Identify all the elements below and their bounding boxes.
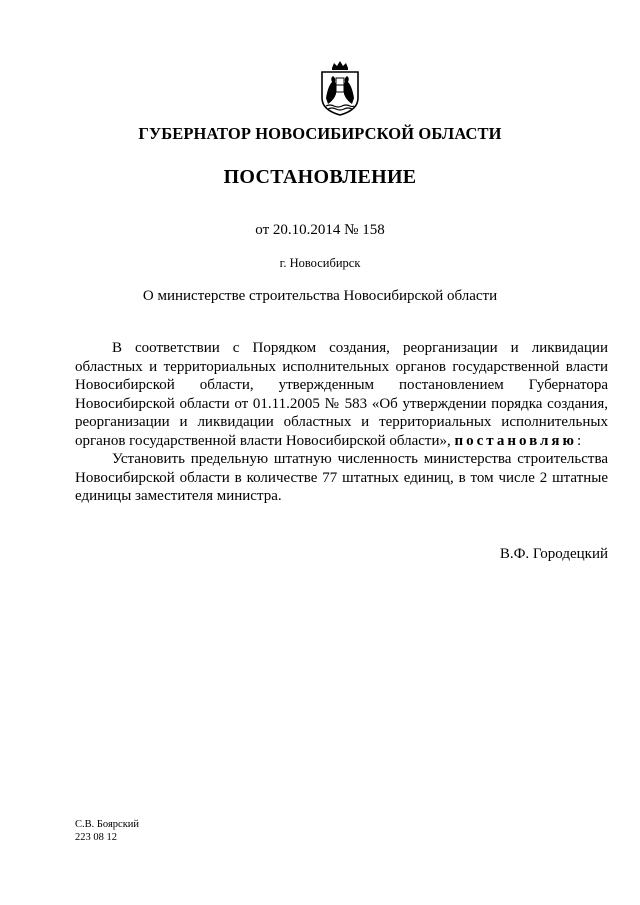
body-paragraph-1-text: В соответствии с Порядком создания, реорганизации и ликвидации областных и территориальных исполнительных органов государственной власти Новосибирской области, утвержденным постановлением Губернатора Новосибирской области от 01.11.2005 № 583 «Об утверждении порядка создания, реорганизации и ликвидации областных и территориальных исполнительных органов государственной власти Новосибирской области», [75, 340, 608, 449]
coat-of-arms-icon [318, 60, 362, 116]
body-paragraph-1-end: : [577, 432, 582, 449]
body-paragraph-1 [75, 339, 608, 450]
document-type-title: ПОСТАНОВЛЕНИЕ [223, 166, 417, 188]
document-subject: О министерстве строительства Новосибирской области [142, 288, 498, 304]
executor-name: С.В. Боярский [75, 819, 140, 830]
issuing-authority: ГУБЕРНАТОР НОВОСИБИРСКОЙ ОБЛАСТИ [138, 124, 502, 143]
executor-block [75, 818, 139, 844]
body-paragraph-2: Установить предельную штатную численность министерства строительства Новосибирской области в количестве 77 штатных единиц, в том числе 2 штатные единицы заместителя министра. [75, 451, 608, 504]
document-body [75, 339, 608, 506]
document-date-number: от 20.10.2014 № 158 [255, 222, 385, 238]
signatory-name: В.Ф. Городецкий [499, 546, 608, 562]
document-city: г. Новосибирск [279, 256, 361, 270]
executor-phone: 223 08 12 [75, 832, 117, 843]
decree-keyword: постановляю [454, 432, 578, 449]
